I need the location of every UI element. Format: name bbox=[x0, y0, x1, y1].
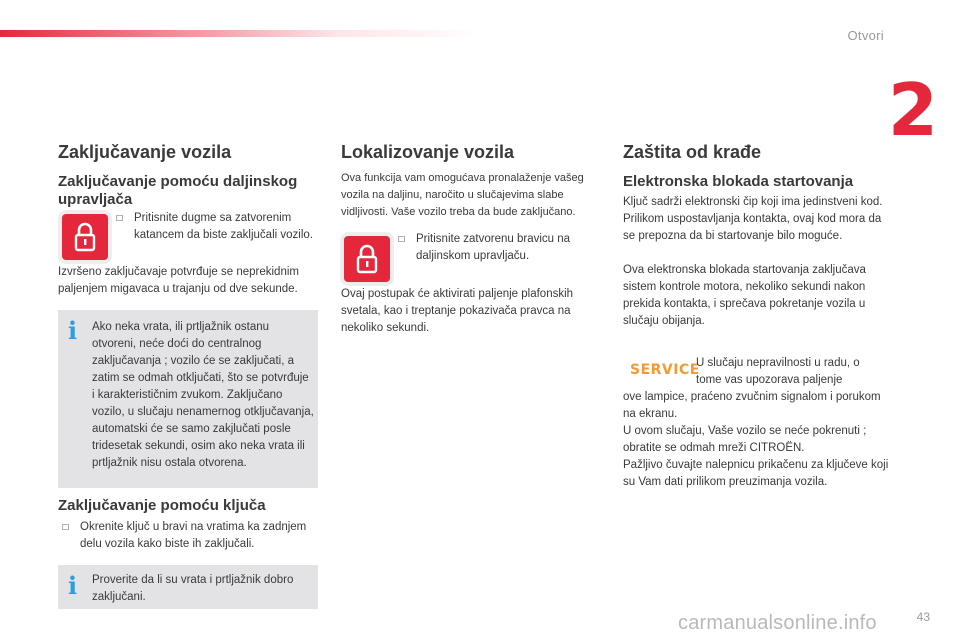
chapter-title: Otvori bbox=[847, 28, 884, 43]
ballot-box-icon: ☐ bbox=[116, 214, 124, 223]
section-title-locking: Zaključavanje vozila bbox=[58, 142, 232, 162]
immobiliser-text-2: Ova elektronska blokada startovanja zaključava sistem kontrole motora, nekoliko sekundi nakon prekida kontakta, i sprečava pokretanje vozila u slučaju obijanja. bbox=[623, 264, 866, 327]
info-box-doors-open bbox=[58, 310, 318, 488]
locating-intro-text: Ova funkcija vam omogućava pronalaženje vašeg vozila na daljinu, naročito u slučajevima slabe vidljivosti. Vaše vozilo treba da bude zaključano. bbox=[341, 172, 584, 218]
info-box-check-doors bbox=[58, 565, 318, 609]
service-warning-text-a: U slučaju nepravilnosti u radu, o tome vas upozorava paljenje bbox=[696, 357, 860, 386]
section-title-locating: Lokalizovanje vozila bbox=[341, 142, 515, 162]
lock-button-icon bbox=[62, 214, 108, 260]
service-warning-text-b: ove lampice, praćeno zvučnim signalom i porukom na ekranu. bbox=[623, 391, 881, 420]
service-warning-text-c: U ovom slučaju, Vaše vozilo se neće pokrenuti ; obratite se odmah mreži CITROËN. bbox=[623, 425, 867, 454]
bullet-remote-lock: ☐ Pritisnite dugme sa zatvorenim katancem da biste zaključali vozilo. bbox=[116, 212, 313, 241]
lock-button-icon bbox=[344, 236, 390, 282]
ballot-box-icon: ☐ bbox=[398, 235, 406, 244]
bullet-locate: ☐ Pritisnite zatvorenu bravicu na daljinskom upravljaču. bbox=[398, 233, 571, 262]
ballot-box-icon: ☐ bbox=[62, 523, 70, 532]
header-accent-bar bbox=[0, 30, 480, 37]
info-icon: i bbox=[68, 571, 78, 600]
watermark: carmanualsonline.info bbox=[678, 612, 877, 634]
bullet-key-lock: ☐ Okrenite ključ u bravi na vratima ka zadnjem delu vozila kako biste ih zaključali. bbox=[62, 521, 307, 550]
service-warning-text-d: Pažljivo čuvajte nalepnicu prikačenu za ključeve koji su Vam dati prilikom preuzimanja vozila. bbox=[623, 459, 889, 488]
subsection-title-key: Zaključavanje pomoću ključa bbox=[58, 497, 266, 514]
section-title-anti-theft: Zaštita od krađe bbox=[623, 142, 762, 162]
padlock-closed-icon bbox=[356, 244, 378, 274]
page-number: 43 bbox=[916, 610, 930, 624]
info-icon: i bbox=[68, 316, 78, 345]
subsection-title-immobiliser: Elektronska blokada startovanja bbox=[623, 173, 854, 190]
info-box-text: Proverite da li su vrata i prtljažnik dobro zaključani. bbox=[92, 574, 294, 603]
chapter-number: 2 bbox=[887, 68, 938, 152]
service-warning-icon: SERVICE bbox=[630, 362, 700, 378]
remote-lock-confirmation-text: Izvršeno zaključavaje potvrđuje se neprekidnim paljenjem migavaca u trajanju od dve sekunde. bbox=[58, 266, 299, 295]
info-box-text: Ako neka vrata, ili prtljažnik ostanu otvoreni, neće doći do centralnog zaključavanja ; vozilo će se zaključati, a zatim se odmah otključati, što se potvrđuje i karakterističnim zvukom. Zaključano vozilo, u slučaju nenamernog otključavanja, automatski će se samo zakjlučati posle tridesetak sekundi, osim ako neka vrata ili prtljažnik nisu ostala otvorena. bbox=[92, 321, 314, 469]
immobiliser-text-1: Ključ sadrži elektronski čip koji ima jedinstveni kod. Prilikom uspostavljanja kontakta, ovaj kod mora da se prepozna da bi startovanje bilo moguće. bbox=[623, 196, 883, 242]
locating-result-text: Ovaj postupak će aktivirati paljenje plafonskih svetala, kao i treptanje pokazivača pravca na nekoliko sekundi. bbox=[341, 288, 574, 334]
padlock-closed-icon bbox=[74, 222, 96, 252]
subsection-title-remote: Zaključavanje pomoću daljinskog upravljača bbox=[58, 173, 298, 208]
